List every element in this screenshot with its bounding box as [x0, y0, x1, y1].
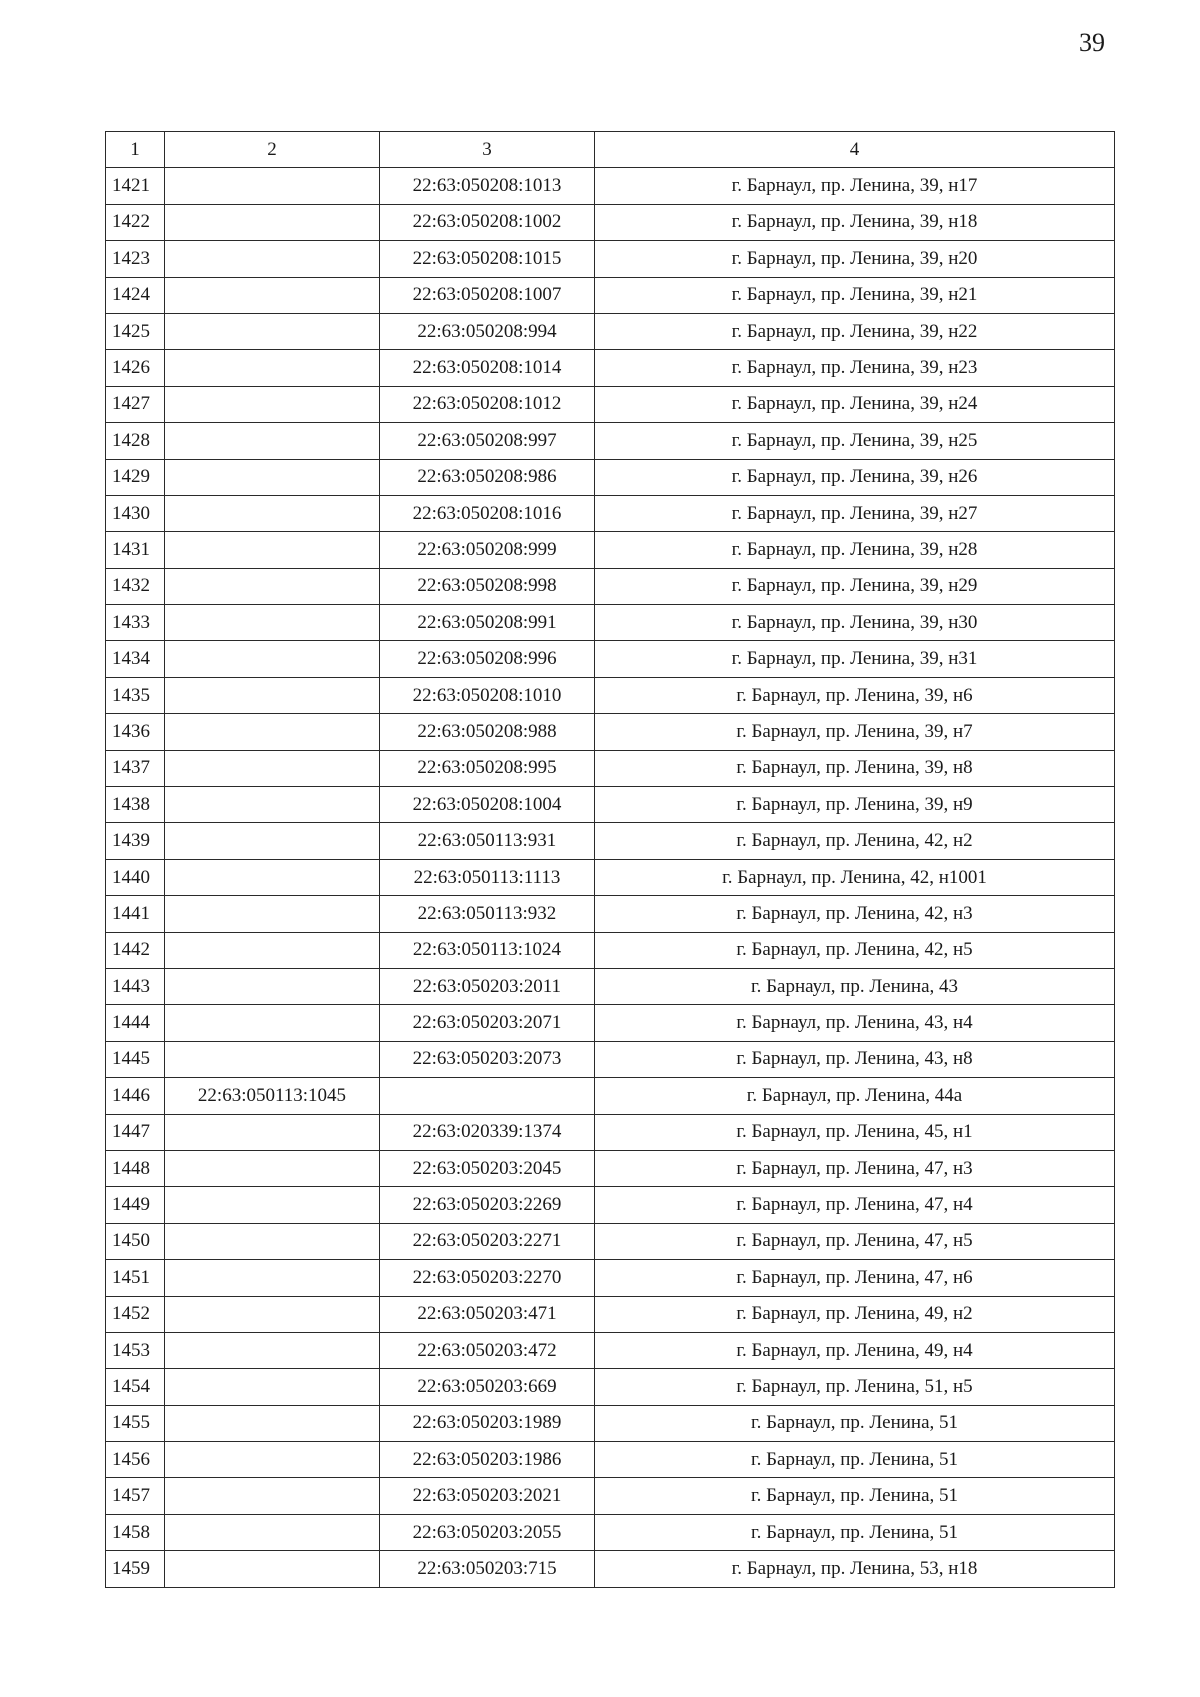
cadastral-number-cell	[165, 932, 380, 968]
cadastral-number-cell	[165, 241, 380, 277]
table-row	[106, 750, 1115, 786]
row-number-cell: 1451	[106, 1260, 165, 1296]
cadastral-number-cell	[165, 1114, 380, 1150]
table-row	[106, 1551, 1115, 1587]
address-cell: г. Барнаул, пр. Ленина, 47, н5	[595, 1223, 1115, 1259]
cadastral-number-cell	[165, 1514, 380, 1550]
cadastral-number-cell	[165, 968, 380, 1004]
row-number-cell: 1427	[106, 386, 165, 422]
cadastral-number-cell	[165, 350, 380, 386]
cadastral-number-cell	[165, 714, 380, 750]
room-cadastral-number-cell: 22:63:050203:2271	[380, 1223, 595, 1259]
address-cell: г. Барнаул, пр. Ленина, 39, н18	[595, 204, 1115, 240]
table-row	[106, 1442, 1115, 1478]
room-cadastral-number-cell: 22:63:020339:1374	[380, 1114, 595, 1150]
table-row	[106, 1296, 1115, 1332]
address-cell: г. Барнаул, пр. Ленина, 43	[595, 968, 1115, 1004]
cadastral-number-cell	[165, 1296, 380, 1332]
address-cell: г. Барнаул, пр. Ленина, 39, н17	[595, 168, 1115, 204]
table-row	[106, 1005, 1115, 1041]
table-row	[106, 823, 1115, 859]
address-cell: г. Барнаул, пр. Ленина, 43, н4	[595, 1005, 1115, 1041]
room-cadastral-number-cell: 22:63:050203:1986	[380, 1442, 595, 1478]
row-number-cell: 1442	[106, 932, 165, 968]
row-number-cell: 1448	[106, 1150, 165, 1186]
table-row	[106, 277, 1115, 313]
row-number-cell: 1456	[106, 1442, 165, 1478]
room-cadastral-number-cell: 22:63:050208:1004	[380, 787, 595, 823]
table-row	[106, 1187, 1115, 1223]
room-cadastral-number-cell: 22:63:050208:999	[380, 532, 595, 568]
address-cell: г. Барнаул, пр. Ленина, 49, н2	[595, 1296, 1115, 1332]
row-number-cell: 1458	[106, 1514, 165, 1550]
table-row	[106, 641, 1115, 677]
table-row	[106, 1114, 1115, 1150]
room-cadastral-number-cell: 22:63:050208:1002	[380, 204, 595, 240]
table-row	[106, 386, 1115, 422]
table-row	[106, 568, 1115, 604]
cadastral-number-cell	[165, 677, 380, 713]
address-cell: г. Барнаул, пр. Ленина, 39, н8	[595, 750, 1115, 786]
row-number-cell: 1435	[106, 677, 165, 713]
cadastral-number-cell	[165, 313, 380, 349]
column-header-2: 2	[165, 132, 380, 168]
table-row	[106, 932, 1115, 968]
row-number-cell: 1422	[106, 204, 165, 240]
address-cell: г. Барнаул, пр. Ленина, 53, н18	[595, 1551, 1115, 1587]
table-row	[106, 1078, 1115, 1114]
row-number-cell: 1457	[106, 1478, 165, 1514]
row-number-cell: 1429	[106, 459, 165, 495]
room-cadastral-number-cell: 22:63:050208:994	[380, 313, 595, 349]
row-number-cell: 1443	[106, 968, 165, 1004]
address-cell: г. Барнаул, пр. Ленина, 45, н1	[595, 1114, 1115, 1150]
room-cadastral-number-cell: 22:63:050208:988	[380, 714, 595, 750]
address-cell: г. Барнаул, пр. Ленина, 39, н31	[595, 641, 1115, 677]
address-cell: г. Барнаул, пр. Ленина, 42, н2	[595, 823, 1115, 859]
column-header-3: 3	[380, 132, 595, 168]
address-cell: г. Барнаул, пр. Ленина, 42, н3	[595, 896, 1115, 932]
cadastral-number-cell	[165, 1332, 380, 1368]
cadastral-number-cell	[165, 1478, 380, 1514]
address-cell: г. Барнаул, пр. Ленина, 51, н5	[595, 1369, 1115, 1405]
cadastral-number-cell	[165, 168, 380, 204]
row-number-cell: 1431	[106, 532, 165, 568]
address-cell: г. Барнаул, пр. Ленина, 39, н9	[595, 787, 1115, 823]
table-row	[106, 1405, 1115, 1441]
table-row	[106, 1260, 1115, 1296]
table-row	[106, 968, 1115, 1004]
room-cadastral-number-cell: 22:63:050113:932	[380, 896, 595, 932]
registry-table	[105, 131, 1115, 1588]
room-cadastral-number-cell	[380, 1078, 595, 1114]
address-cell: г. Барнаул, пр. Ленина, 44а	[595, 1078, 1115, 1114]
address-cell: г. Барнаул, пр. Ленина, 51	[595, 1442, 1115, 1478]
address-cell: г. Барнаул, пр. Ленина, 39, н28	[595, 532, 1115, 568]
row-number-cell: 1440	[106, 859, 165, 895]
cadastral-number-cell	[165, 1442, 380, 1478]
cadastral-number-cell	[165, 1187, 380, 1223]
table-header-row	[106, 132, 1115, 168]
room-cadastral-number-cell: 22:63:050208:1010	[380, 677, 595, 713]
address-cell: г. Барнаул, пр. Ленина, 39, н7	[595, 714, 1115, 750]
address-cell: г. Барнаул, пр. Ленина, 39, н6	[595, 677, 1115, 713]
table-row	[106, 168, 1115, 204]
address-cell: г. Барнаул, пр. Ленина, 43, н8	[595, 1041, 1115, 1077]
table-row	[106, 204, 1115, 240]
row-number-cell: 1445	[106, 1041, 165, 1077]
cadastral-number-cell	[165, 1223, 380, 1259]
room-cadastral-number-cell: 22:63:050208:1007	[380, 277, 595, 313]
address-cell: г. Барнаул, пр. Ленина, 39, н27	[595, 495, 1115, 531]
cadastral-number-cell	[165, 787, 380, 823]
table-row	[106, 714, 1115, 750]
room-cadastral-number-cell: 22:63:050203:2011	[380, 968, 595, 1004]
table-row	[106, 532, 1115, 568]
cadastral-number-cell	[165, 605, 380, 641]
room-cadastral-number-cell: 22:63:050203:2045	[380, 1150, 595, 1186]
row-number-cell: 1444	[106, 1005, 165, 1041]
room-cadastral-number-cell: 22:63:050208:986	[380, 459, 595, 495]
address-cell: г. Барнаул, пр. Ленина, 39, н20	[595, 241, 1115, 277]
address-cell: г. Барнаул, пр. Ленина, 39, н21	[595, 277, 1115, 313]
address-cell: г. Барнаул, пр. Ленина, 39, н29	[595, 568, 1115, 604]
cadastral-number-cell	[165, 532, 380, 568]
cadastral-number-cell	[165, 859, 380, 895]
row-number-cell: 1433	[106, 605, 165, 641]
cadastral-number-cell	[165, 423, 380, 459]
row-number-cell: 1437	[106, 750, 165, 786]
row-number-cell: 1428	[106, 423, 165, 459]
table-row	[106, 1223, 1115, 1259]
table-row	[106, 896, 1115, 932]
address-cell: г. Барнаул, пр. Ленина, 42, н5	[595, 932, 1115, 968]
room-cadastral-number-cell: 22:63:050203:2269	[380, 1187, 595, 1223]
cadastral-number-cell	[165, 204, 380, 240]
cadastral-number-cell	[165, 1405, 380, 1441]
row-number-cell: 1454	[106, 1369, 165, 1405]
room-cadastral-number-cell: 22:63:050208:1012	[380, 386, 595, 422]
row-number-cell: 1447	[106, 1114, 165, 1150]
room-cadastral-number-cell: 22:63:050208:996	[380, 641, 595, 677]
row-number-cell: 1439	[106, 823, 165, 859]
table-body	[106, 168, 1115, 1587]
row-number-cell: 1453	[106, 1332, 165, 1368]
column-header-1: 1	[106, 132, 165, 168]
room-cadastral-number-cell: 22:63:050203:715	[380, 1551, 595, 1587]
row-number-cell: 1455	[106, 1405, 165, 1441]
row-number-cell: 1423	[106, 241, 165, 277]
room-cadastral-number-cell: 22:63:050208:995	[380, 750, 595, 786]
row-number-cell: 1432	[106, 568, 165, 604]
column-header-4: 4	[595, 132, 1115, 168]
cadastral-number-cell	[165, 823, 380, 859]
row-number-cell: 1430	[106, 495, 165, 531]
room-cadastral-number-cell: 22:63:050208:1015	[380, 241, 595, 277]
table-row	[106, 1332, 1115, 1368]
row-number-cell: 1452	[106, 1296, 165, 1332]
cadastral-number-cell	[165, 1005, 380, 1041]
cadastral-number-cell	[165, 568, 380, 604]
address-cell: г. Барнаул, пр. Ленина, 51	[595, 1514, 1115, 1550]
address-cell: г. Барнаул, пр. Ленина, 39, н23	[595, 350, 1115, 386]
table-row	[106, 1369, 1115, 1405]
row-number-cell: 1459	[106, 1551, 165, 1587]
cadastral-number-cell	[165, 750, 380, 786]
address-cell: г. Барнаул, пр. Ленина, 47, н3	[595, 1150, 1115, 1186]
row-number-cell: 1425	[106, 313, 165, 349]
table-row	[106, 677, 1115, 713]
room-cadastral-number-cell: 22:63:050208:1016	[380, 495, 595, 531]
cadastral-number-cell	[165, 1551, 380, 1587]
address-cell: г. Барнаул, пр. Ленина, 47, н6	[595, 1260, 1115, 1296]
table-row	[106, 313, 1115, 349]
room-cadastral-number-cell: 22:63:050203:2270	[380, 1260, 595, 1296]
room-cadastral-number-cell: 22:63:050203:2021	[380, 1478, 595, 1514]
cadastral-number-cell	[165, 1041, 380, 1077]
address-cell: г. Барнаул, пр. Ленина, 51	[595, 1478, 1115, 1514]
page-number: 39	[1079, 28, 1105, 57]
address-cell: г. Барнаул, пр. Ленина, 39, н26	[595, 459, 1115, 495]
room-cadastral-number-cell: 22:63:050208:991	[380, 605, 595, 641]
cadastral-number-cell	[165, 896, 380, 932]
address-cell: г. Барнаул, пр. Ленина, 49, н4	[595, 1332, 1115, 1368]
table-row	[106, 1478, 1115, 1514]
cadastral-number-cell	[165, 277, 380, 313]
cadastral-number-cell	[165, 459, 380, 495]
row-number-cell: 1434	[106, 641, 165, 677]
address-cell: г. Барнаул, пр. Ленина, 51	[595, 1405, 1115, 1441]
cadastral-number-cell	[165, 386, 380, 422]
address-cell: г. Барнаул, пр. Ленина, 42, н1001	[595, 859, 1115, 895]
cadastral-number-cell	[165, 1150, 380, 1186]
row-number-cell: 1450	[106, 1223, 165, 1259]
row-number-cell: 1421	[106, 168, 165, 204]
table-row	[106, 605, 1115, 641]
address-cell: г. Барнаул, пр. Ленина, 47, н4	[595, 1187, 1115, 1223]
row-number-cell: 1438	[106, 787, 165, 823]
table-row	[106, 350, 1115, 386]
row-number-cell: 1426	[106, 350, 165, 386]
room-cadastral-number-cell: 22:63:050208:997	[380, 423, 595, 459]
table-row	[106, 1041, 1115, 1077]
row-number-cell: 1424	[106, 277, 165, 313]
room-cadastral-number-cell: 22:63:050203:472	[380, 1332, 595, 1368]
room-cadastral-number-cell: 22:63:050203:2071	[380, 1005, 595, 1041]
room-cadastral-number-cell: 22:63:050203:471	[380, 1296, 595, 1332]
room-cadastral-number-cell: 22:63:050203:669	[380, 1369, 595, 1405]
address-cell: г. Барнаул, пр. Ленина, 39, н30	[595, 605, 1115, 641]
table-row	[106, 423, 1115, 459]
row-number-cell: 1449	[106, 1187, 165, 1223]
address-cell: г. Барнаул, пр. Ленина, 39, н24	[595, 386, 1115, 422]
table-row	[106, 1150, 1115, 1186]
address-cell: г. Барнаул, пр. Ленина, 39, н22	[595, 313, 1115, 349]
cadastral-number-cell: 22:63:050113:1045	[165, 1078, 380, 1114]
room-cadastral-number-cell: 22:63:050203:1989	[380, 1405, 595, 1441]
table-row	[106, 1514, 1115, 1550]
room-cadastral-number-cell: 22:63:050203:2055	[380, 1514, 595, 1550]
room-cadastral-number-cell: 22:63:050208:1014	[380, 350, 595, 386]
table-row	[106, 495, 1115, 531]
row-number-cell: 1446	[106, 1078, 165, 1114]
cadastral-number-cell	[165, 495, 380, 531]
row-number-cell: 1441	[106, 896, 165, 932]
table-row	[106, 859, 1115, 895]
room-cadastral-number-cell: 22:63:050208:1013	[380, 168, 595, 204]
room-cadastral-number-cell: 22:63:050113:1113	[380, 859, 595, 895]
cadastral-number-cell	[165, 641, 380, 677]
room-cadastral-number-cell: 22:63:050208:998	[380, 568, 595, 604]
room-cadastral-number-cell: 22:63:050113:931	[380, 823, 595, 859]
address-cell: г. Барнаул, пр. Ленина, 39, н25	[595, 423, 1115, 459]
cadastral-number-cell	[165, 1260, 380, 1296]
row-number-cell: 1436	[106, 714, 165, 750]
cadastral-number-cell	[165, 1369, 380, 1405]
table-row	[106, 459, 1115, 495]
table-row	[106, 787, 1115, 823]
table-row	[106, 241, 1115, 277]
room-cadastral-number-cell: 22:63:050203:2073	[380, 1041, 595, 1077]
room-cadastral-number-cell: 22:63:050113:1024	[380, 932, 595, 968]
